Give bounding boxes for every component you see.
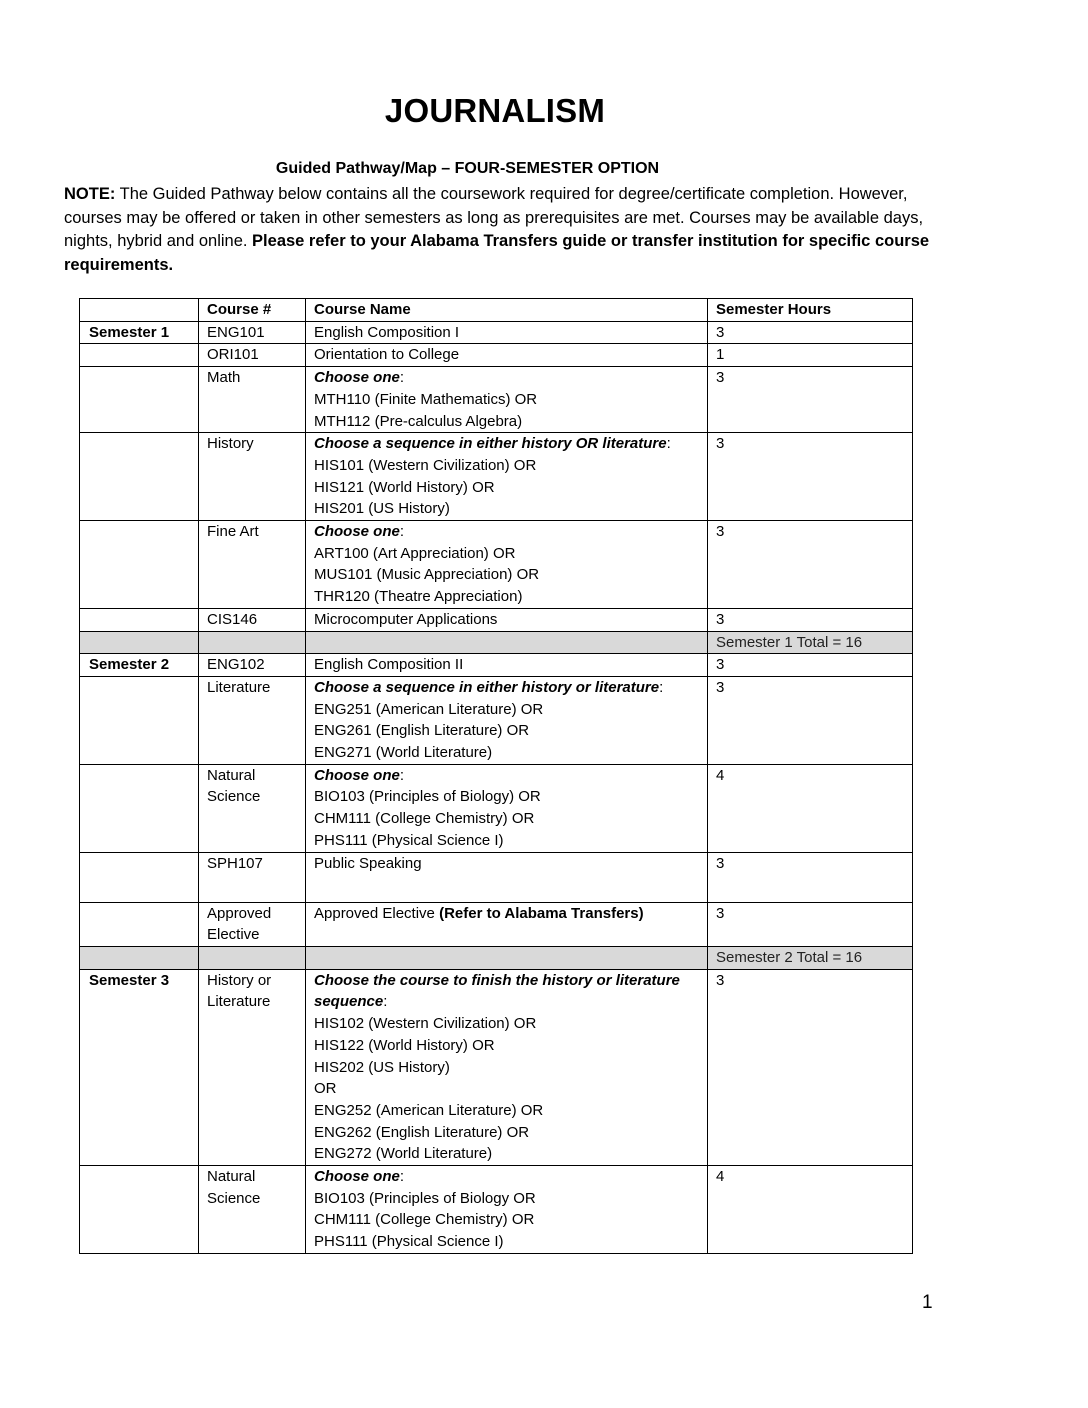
table-row	[80, 608, 913, 631]
choice-prompt-text: Choose one	[314, 369, 400, 387]
semester-hours-cell: 3	[708, 521, 913, 609]
course-name-cell	[306, 1166, 708, 1254]
course-number-cell: Literature	[199, 676, 306, 764]
semester-total-value: Semester 1 Total = 16	[708, 631, 913, 654]
semester-hours-cell: 3	[708, 902, 913, 946]
semester-cell	[80, 852, 199, 902]
course-number-cell: Fine Art	[199, 521, 306, 609]
course-number-cell: Math	[199, 367, 306, 433]
course-number-line: Science	[207, 1189, 261, 1207]
course-option: ART100 (Art Appreciation) OR	[314, 544, 516, 562]
course-option: THR120 (Theatre Appreciation)	[314, 588, 523, 606]
course-number-cell	[199, 902, 306, 946]
choice-prompt: Choose one:	[314, 369, 405, 387]
course-option: MTH112 (Pre-calculus Algebra)	[314, 412, 523, 430]
course-name-cell	[306, 608, 708, 631]
course-option: HIS201 (US History)	[314, 500, 450, 518]
course-option: CHM111 (College Chemistry) OR	[314, 810, 535, 828]
course-option: MTH110 (Finite Mathematics) OR	[314, 390, 538, 408]
course-number-cell: CIS146	[199, 608, 306, 631]
course-name-cell	[306, 344, 708, 367]
course-option: PHS111 (Physical Science I)	[314, 831, 504, 849]
semester-hours-cell: 3	[708, 654, 913, 677]
table-row	[80, 902, 913, 946]
course-name-text: Approved Elective	[314, 904, 440, 922]
total-row-blank-cell	[199, 631, 306, 654]
choice-prompt-text: Choose one	[314, 523, 400, 541]
total-row-blank-cell	[306, 946, 708, 969]
course-name-cell	[306, 321, 708, 344]
header-semester-hours: Semester Hours	[708, 299, 913, 322]
choice-prompt-text: Choose one	[314, 766, 400, 784]
course-option: HIS202 (US History)	[314, 1058, 450, 1076]
choice-prompt-text: Choose a sequence in either history or literature	[314, 678, 660, 696]
semester-cell: Semester 2	[80, 654, 199, 677]
course-name-text: Public Speaking	[314, 854, 422, 872]
choice-prompt: Choose one:	[314, 766, 405, 784]
pathway-table	[79, 298, 913, 1254]
course-name-text: Microcomputer Applications	[314, 610, 498, 628]
course-option: PHS111 (Physical Science I)	[314, 1233, 504, 1251]
course-option: CHM111 (College Chemistry) OR	[314, 1211, 535, 1229]
course-number-line: Elective	[207, 926, 260, 944]
table-row	[80, 969, 913, 1165]
choice-prompt-text: Choose a sequence in either history OR literature	[314, 435, 667, 453]
semester-hours-cell: 3	[708, 433, 913, 521]
course-option: ENG252 (American Literature) OR	[314, 1101, 544, 1119]
table-row	[80, 676, 913, 764]
page-title: JOURNALISM	[384, 92, 606, 129]
table-row	[80, 521, 913, 609]
table-row	[80, 764, 913, 852]
course-number-line: Science	[207, 788, 261, 806]
page-subtitle: Guided Pathway/Map – FOUR-SEMESTER OPTION	[275, 160, 660, 177]
total-row-blank-cell	[80, 946, 199, 969]
semester-hours-cell: 3	[708, 852, 913, 902]
choice-prompt: Choose one:	[314, 523, 405, 541]
course-option: ENG271 (World Literature)	[314, 744, 493, 762]
table-row	[80, 344, 913, 367]
semester-cell: Semester 3	[80, 969, 199, 1165]
semester-hours-cell: 3	[708, 608, 913, 631]
note-text: The Guided Pathway below contains all the coursework required for degree/certificate completion. However, courses may be offered or taken in other semesters as long as prerequisites are met. Courses may be available days, nights, hybrid and online.	[64, 185, 924, 250]
course-option: ENG272 (World Literature)	[314, 1145, 493, 1163]
header-course-name: Course Name	[306, 299, 708, 322]
semester-cell	[80, 608, 199, 631]
course-name-cell	[306, 433, 708, 521]
semester-hours-cell: 4	[708, 1166, 913, 1254]
course-option: OR	[314, 1080, 337, 1098]
header-semester	[80, 299, 199, 322]
total-row-blank-cell	[199, 946, 306, 969]
course-number-cell: SPH107	[199, 852, 306, 902]
course-number-cell: ENG101	[199, 321, 306, 344]
table-row	[80, 433, 913, 521]
note-label: NOTE:	[64, 185, 116, 203]
course-name-cell	[306, 676, 708, 764]
course-name-text: Orientation to College	[314, 346, 460, 364]
course-number-cell	[199, 1166, 306, 1254]
course-option: BIO103 (Principles of Biology) OR	[314, 788, 541, 806]
course-name-cell	[306, 521, 708, 609]
choice-prompt-text: Choose the course to finish the history or literature sequence	[314, 971, 680, 1011]
course-option: HIS122 (World History) OR	[314, 1036, 495, 1054]
semester-cell	[80, 521, 199, 609]
table-row	[80, 654, 913, 677]
semester-cell	[80, 433, 199, 521]
choice-prompt: Choose a sequence in either history OR literature:	[314, 435, 671, 453]
semester-cell	[80, 902, 199, 946]
table-row	[80, 852, 913, 902]
semester-cell	[80, 344, 199, 367]
choice-prompt-text: Choose one	[314, 1168, 400, 1186]
table-row	[80, 321, 913, 344]
course-number-line: Natural	[207, 1168, 256, 1186]
course-number-cell: ORI101	[199, 344, 306, 367]
course-option: HIS101 (Western Civilization) OR	[314, 456, 537, 474]
course-number-line: Literature	[207, 993, 271, 1011]
semester-total-value: Semester 2 Total = 16	[708, 946, 913, 969]
total-row-blank-cell	[306, 631, 708, 654]
semester-cell	[80, 764, 199, 852]
course-option: ENG251 (American Literature) OR	[314, 700, 544, 718]
semester-cell	[80, 367, 199, 433]
course-number-line: Approved	[207, 904, 272, 922]
course-name-text: English Composition I	[314, 323, 460, 341]
choice-prompt: Choose the course to finish the history or literature sequence:	[314, 971, 680, 1011]
course-name-note: (Refer to Alabama Transfers)	[439, 904, 644, 922]
table-row	[80, 367, 913, 433]
course-option: BIO103 (Principles of Biology OR	[314, 1189, 536, 1207]
note-paragraph	[64, 183, 934, 277]
semester-cell	[80, 1166, 199, 1254]
page-number: 1	[922, 1292, 933, 1313]
course-option: HIS102 (Western Civilization) OR	[314, 1015, 537, 1033]
course-number-line: History or	[207, 971, 272, 989]
semester-total-row	[80, 946, 913, 969]
course-option: HIS121 (World History) OR	[314, 478, 495, 496]
semester-hours-cell: 3	[708, 321, 913, 344]
course-number-cell	[199, 764, 306, 852]
course-name-cell	[306, 764, 708, 852]
course-option: ENG261 (English Literature) OR	[314, 722, 530, 740]
total-row-blank-cell	[80, 631, 199, 654]
course-option: MUS101 (Music Appreciation) OR	[314, 566, 540, 584]
course-number-cell: ENG102	[199, 654, 306, 677]
course-name-cell	[306, 367, 708, 433]
header-course-number: Course #	[199, 299, 306, 322]
pathway-table-body	[80, 299, 913, 1254]
semester-cell	[80, 676, 199, 764]
course-name-cell	[306, 969, 708, 1165]
semester-hours-cell: 3	[708, 367, 913, 433]
course-name-cell	[306, 852, 708, 902]
course-number-cell	[199, 969, 306, 1165]
course-option: ENG262 (English Literature) OR	[314, 1123, 530, 1141]
choice-prompt: Choose a sequence in either history or literature:	[314, 678, 664, 696]
semester-hours-cell: 3	[708, 969, 913, 1165]
table-header-row	[80, 299, 913, 322]
course-number-cell: History	[199, 433, 306, 521]
semester-hours-cell: 4	[708, 764, 913, 852]
course-name-cell	[306, 902, 708, 946]
course-name-text: English Composition II	[314, 656, 464, 674]
table-row	[80, 1166, 913, 1254]
semester-total-row	[80, 631, 913, 654]
course-name-cell	[306, 654, 708, 677]
note-bold-text: Please refer to your Alabama Transfers guide or transfer institution for specific course requirements.	[64, 232, 930, 274]
semester-hours-cell: 3	[708, 676, 913, 764]
course-number-line: Natural	[207, 766, 256, 784]
choice-prompt: Choose one:	[314, 1168, 405, 1186]
semester-cell: Semester 1	[80, 321, 199, 344]
semester-hours-cell: 1	[708, 344, 913, 367]
